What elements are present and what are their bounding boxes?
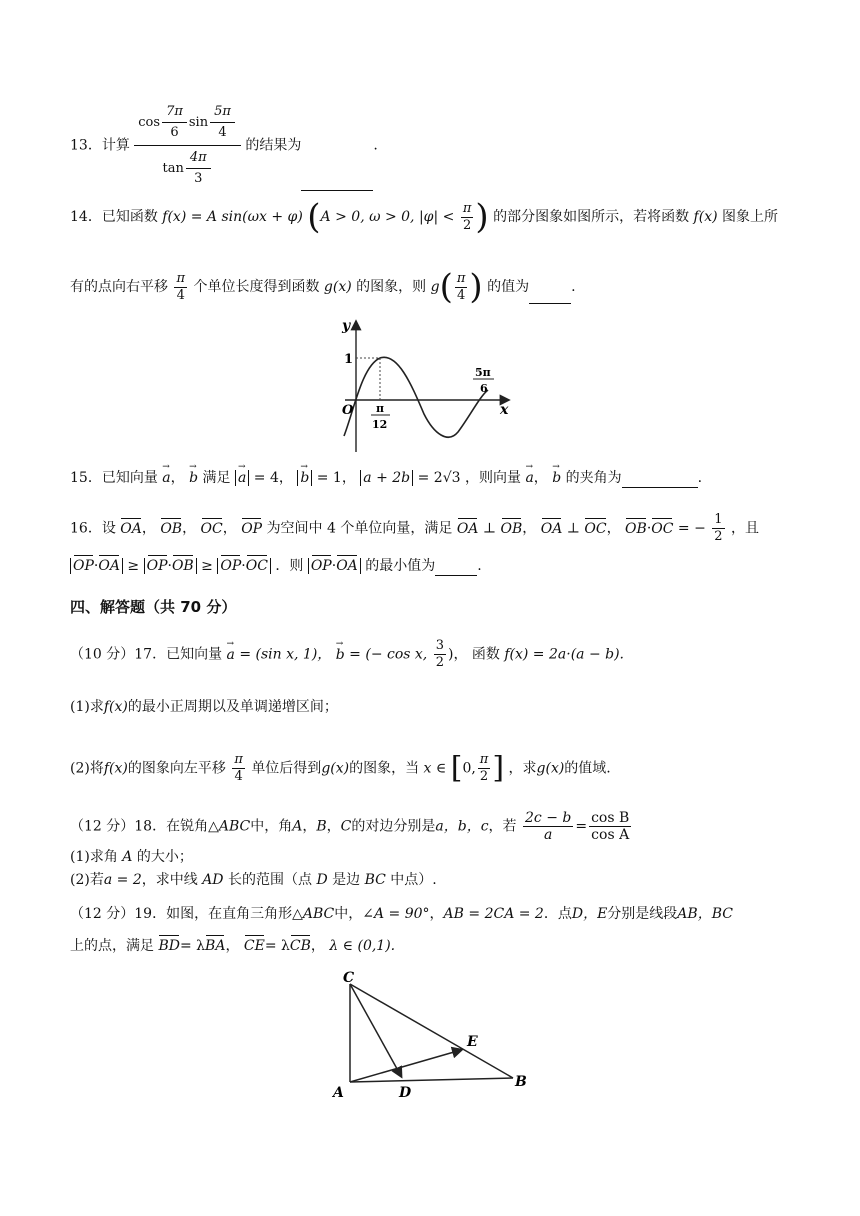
vector-a: a →	[238, 468, 246, 488]
frac-num: π	[479, 752, 489, 767]
question-text: 中，	[334, 906, 363, 922]
frac-num: π	[176, 270, 185, 286]
dot-symbol: ·	[646, 520, 652, 537]
side-CB	[350, 984, 513, 1078]
question-text: ，求中线	[141, 872, 198, 888]
frac-num: 3	[435, 638, 444, 653]
question-text: 为空间中 4 个单位向量，满足	[266, 520, 453, 537]
frac-num: 2c − b	[525, 810, 572, 826]
question-19-line-1	[70, 904, 733, 924]
question-18-part-2	[70, 870, 437, 890]
equation: a = 2	[103, 872, 142, 888]
point-label: C	[340, 818, 352, 835]
triangle-name: ABC	[218, 818, 251, 835]
frac-num: π	[234, 752, 243, 767]
equation: = 1，	[316, 470, 356, 486]
vector-b: b →	[552, 468, 561, 488]
function-expression: f(x) = A sin(ωx + φ)	[162, 209, 303, 225]
question-text: 的最小值为	[365, 558, 436, 574]
question-text: 有的点向右平移	[70, 279, 168, 295]
equation: = 2√3	[417, 470, 461, 486]
question-number: 15．	[70, 470, 102, 486]
question-17-part-1	[70, 697, 338, 717]
question-18: （12 分）18．在锐角△ABC中，角A，B，C的对边分别是a，b，c，若 $\frac{2c - b}{a}$ = $\frac{\text{cos B}}{\text{cos A}}$	[70, 810, 630, 843]
question-text: 的结果为	[245, 137, 302, 154]
label-A: A	[333, 1085, 344, 1100]
ge-symbol: ≥	[127, 558, 140, 574]
frac-den: cos A	[591, 827, 630, 843]
frac-num: 1	[714, 512, 723, 527]
equation: = λ	[179, 938, 206, 954]
question-text: 单位后得到	[251, 760, 322, 777]
vector-OP: OP	[73, 558, 94, 574]
question-text: 上的点，满足	[70, 938, 154, 954]
question-text: 函数	[471, 646, 500, 663]
question-text: ，求	[508, 760, 537, 777]
section-heading: 四、解答题（共 70 分）	[70, 598, 237, 616]
vector-CD	[350, 984, 401, 1076]
punct: ，	[533, 470, 548, 486]
question-text: 已知向量	[101, 470, 158, 486]
vector-OC: OC	[200, 520, 223, 537]
question-text: ，且	[731, 520, 760, 537]
question-text: 的对边分别是	[351, 818, 436, 835]
question-15: 15．已知向量 a →， b → 满足 a → = 4， b → = 1， a + 2b = 2√3 ，则向量 a →， b → 的夹角为 .	[70, 468, 702, 488]
question-text: 分别是线段	[607, 906, 678, 922]
question-number: （10 分）17．	[70, 646, 167, 663]
question-text: 设	[101, 520, 116, 537]
point-label: D	[316, 872, 328, 888]
dot-symbol: ·	[93, 558, 99, 574]
question-text: 满足	[202, 470, 231, 486]
vector-BA: BA	[205, 938, 226, 954]
function-name: f(x)	[103, 760, 128, 777]
frac-den: a	[543, 827, 553, 843]
lambda-range: λ ∈ (0,1).	[329, 938, 396, 954]
vector-a: a →	[162, 468, 170, 488]
question-number: （12 分）18．	[70, 818, 167, 835]
answer-blank	[301, 190, 373, 191]
vector-OC: OC	[584, 520, 607, 537]
question-number: （12 分）19．	[70, 906, 167, 922]
vector-b: b →	[189, 468, 198, 488]
vector-OP: OP	[220, 558, 242, 574]
vector-OB: OB	[625, 520, 647, 537]
sine-curve	[344, 357, 488, 437]
frac-den: 4	[176, 287, 185, 303]
function-definition: f(x) = 2a·(a − b).	[504, 646, 625, 663]
frac-den: 2	[435, 655, 444, 670]
punct: ，	[310, 938, 325, 954]
vector-b-value: )，	[447, 646, 468, 663]
frac-num: π	[462, 200, 472, 216]
vector-sum: a + 2b	[360, 470, 413, 486]
part-label: (2)若	[70, 872, 104, 888]
vector-OB: OB	[160, 520, 183, 537]
vector-OA: OA	[540, 520, 563, 537]
sine-graph	[340, 318, 520, 458]
triangle-diagram	[325, 970, 535, 1100]
vector-OB: OB	[500, 520, 523, 537]
point-label: A	[292, 818, 303, 835]
function-name: f(x)	[693, 209, 718, 225]
frac-num: cos B	[591, 810, 630, 826]
question-text: 的部分图象如图所示，若将函数	[493, 209, 690, 225]
vector-OP: OP	[146, 558, 168, 574]
question-16-line-1: 16．设 OA， OB， OC， OP 为空间中 4 个单位向量，满足 OA ⊥ OB， OA ⊥ OC， OB·OC = − $\frac{1}{2}$ ，且	[70, 512, 760, 544]
segment-label: BC	[364, 872, 386, 888]
tick-label-pi-12-num: π	[376, 402, 385, 415]
q13-fraction	[134, 100, 241, 191]
question-text: 已知函数	[101, 209, 158, 225]
vector-BD: BD	[158, 938, 180, 954]
frac-den: 2	[462, 217, 472, 233]
part-label: (1)求	[70, 699, 104, 715]
question-text: 如图，在直角三角形△	[166, 906, 303, 922]
vector-a: a →	[525, 468, 533, 488]
question-14-line-1: 14．已知函数 f(x) = A sin(ωx + φ) (A > 0, ω > 0, |φ| < $\frac{\pi}{2}$ ) 的部分图象如图所示，若将函数 f(x) 图象上所	[70, 197, 779, 237]
vector-b: b →	[336, 645, 345, 665]
segment-labels: AB，BC	[677, 906, 733, 922]
question-text: 计算	[101, 137, 130, 154]
vector-OA: OA	[456, 520, 479, 537]
question-text: 是边	[332, 872, 361, 888]
x-label: x	[500, 402, 509, 418]
question-text: 的图象，则	[356, 279, 427, 295]
sin-label: sin	[188, 114, 209, 130]
frac-den: 4	[234, 769, 243, 784]
question-19-line-2	[70, 936, 395, 956]
question-text: ，	[429, 906, 444, 922]
equation: = λ	[264, 938, 290, 954]
vector-OA: OA	[120, 520, 142, 537]
function-name: f(x)	[103, 699, 128, 715]
origin-label: O	[342, 403, 354, 418]
vector-OA: OA	[336, 558, 358, 574]
dot-symbol: ·	[241, 558, 246, 574]
function-name: g(x)	[323, 279, 352, 295]
tan-label: tan	[162, 160, 184, 176]
frac-den: 6	[170, 125, 179, 140]
perp-symbol: ⊥	[566, 520, 580, 537]
question-text: 图象上所	[722, 209, 779, 225]
vector-CE: CE	[243, 938, 265, 954]
question-14-line-2: 有的点向右平移 $\frac{\pi}{4}$ 个单位长度得到函数 g(x) 的图象，则 g( $\frac{\pi}{4}$ ) 的值为 .	[70, 267, 576, 307]
function-name: g	[430, 279, 440, 295]
frac-num: π	[456, 270, 466, 286]
frac-den: 4	[218, 125, 227, 140]
variable: x ∈	[423, 760, 447, 777]
function-name: g(x)	[536, 760, 565, 777]
vector-OC: OC	[651, 520, 674, 537]
question-text: ，若	[488, 818, 517, 835]
question-text: 的最小正周期以及单调递增区间；	[127, 699, 338, 715]
vector-b-value: = (− cos x,	[349, 646, 428, 663]
function-name: g(x)	[321, 760, 350, 777]
question-16-line-2: OP·OA ≥ OP·OB ≥ OP·OC ．则 OP·OA 的最小值为 .	[70, 556, 482, 576]
frac-num: 4π	[186, 148, 211, 169]
question-text: ，则向量	[464, 470, 521, 486]
question-13: 13．计算 cos $\frac{7\pi}{6}$ sin $\frac{5\pi}{4}$ tan $\frac{4\pi}{3}$ 的结果为 .	[70, 100, 378, 180]
question-17-part-2: (2)将f(x)的图象向左平移 $\frac{\pi}{4}$ 单位后得到g(x)的图象，当 x ∈ [0, $\frac{\pi}{2}$ ] ，求g(x)的值域.	[70, 750, 611, 786]
interval: 0,	[462, 760, 476, 777]
frac-den: 3	[194, 171, 203, 186]
question-text: ．则	[275, 558, 304, 574]
equation: = 4，	[253, 470, 293, 486]
tick-label-5pi-6-den: 6	[480, 382, 488, 395]
dot-symbol: ·	[167, 558, 172, 574]
question-text: 在锐角△	[166, 818, 219, 835]
vector-a: a →	[227, 645, 235, 665]
side-labels: a，b，c	[435, 818, 489, 835]
answer-blank	[529, 303, 571, 304]
cos-label: cos	[138, 114, 161, 130]
question-text: 长的范围（点	[227, 872, 312, 888]
punct: ，	[170, 470, 185, 486]
vector-OP: OP	[310, 558, 332, 574]
tick-label-5pi-6-num: 5π	[475, 366, 491, 379]
equation: AB = 2CA = 2	[443, 906, 544, 922]
question-text: 的夹角为	[565, 470, 622, 486]
question-text: 中点）.	[390, 872, 437, 888]
question-text: 的值域.	[564, 760, 611, 777]
point-label: A	[122, 849, 133, 865]
equation: ∠A = 90°	[362, 906, 430, 922]
vector-AE	[350, 1050, 461, 1082]
question-text: 的图象，当	[349, 760, 420, 777]
tick-label-pi-12-den: 12	[372, 418, 388, 431]
condition: A > 0, ω > 0, |φ| <	[320, 209, 455, 225]
question-number: 14．	[70, 209, 102, 225]
question-text: 中，角	[250, 818, 293, 835]
question-text: 已知向量	[166, 646, 223, 663]
vector-OP: OP	[241, 520, 263, 537]
frac-num: 5π	[210, 102, 235, 123]
label-D: D	[399, 1085, 412, 1100]
perp-symbol: ⊥	[482, 520, 497, 537]
question-17	[70, 638, 624, 671]
point-label: B	[316, 818, 327, 835]
part-label: (1)求角	[70, 849, 118, 865]
answer-blank	[622, 487, 698, 488]
answer-blank	[435, 575, 477, 576]
point-labels: D，E	[571, 906, 608, 922]
question-text: 的值为	[487, 279, 530, 295]
frac-den: 2	[479, 769, 489, 784]
tick-label-1: 1	[344, 352, 354, 367]
label-B: B	[515, 1074, 527, 1090]
vector-OA: OA	[98, 558, 120, 574]
frac-den: 2	[714, 529, 723, 544]
equation: = −	[677, 520, 706, 537]
part-label: (2)将	[70, 760, 104, 777]
vector-CB: CB	[289, 938, 311, 954]
label-C: C	[343, 970, 355, 986]
question-text: ．点	[543, 906, 572, 922]
question-18-part-1	[70, 847, 193, 867]
dot-symbol: ·	[331, 558, 337, 574]
question-text: 个单位长度得到函数	[193, 279, 320, 295]
question-text: 的图象向左平移	[127, 760, 226, 777]
frac-num: 7π	[162, 102, 187, 123]
question-number: 16．	[70, 520, 102, 537]
punct: ，	[225, 938, 240, 954]
vector-b: b →	[300, 468, 309, 488]
ge-symbol: ≥	[201, 558, 213, 574]
vector-OB: OB	[171, 558, 194, 574]
segment-label: AD	[202, 872, 224, 888]
vector-OC: OC	[245, 558, 268, 574]
vector-a-value: = (sin x, 1)，	[239, 646, 332, 663]
question-text: 的大小；	[136, 849, 193, 865]
triangle-name: ABC	[302, 906, 335, 922]
side-AB	[350, 1078, 513, 1082]
label-E: E	[467, 1034, 478, 1050]
frac-den: 4	[456, 287, 466, 303]
y-label: y	[342, 318, 351, 334]
question-number: 13．	[70, 137, 102, 154]
